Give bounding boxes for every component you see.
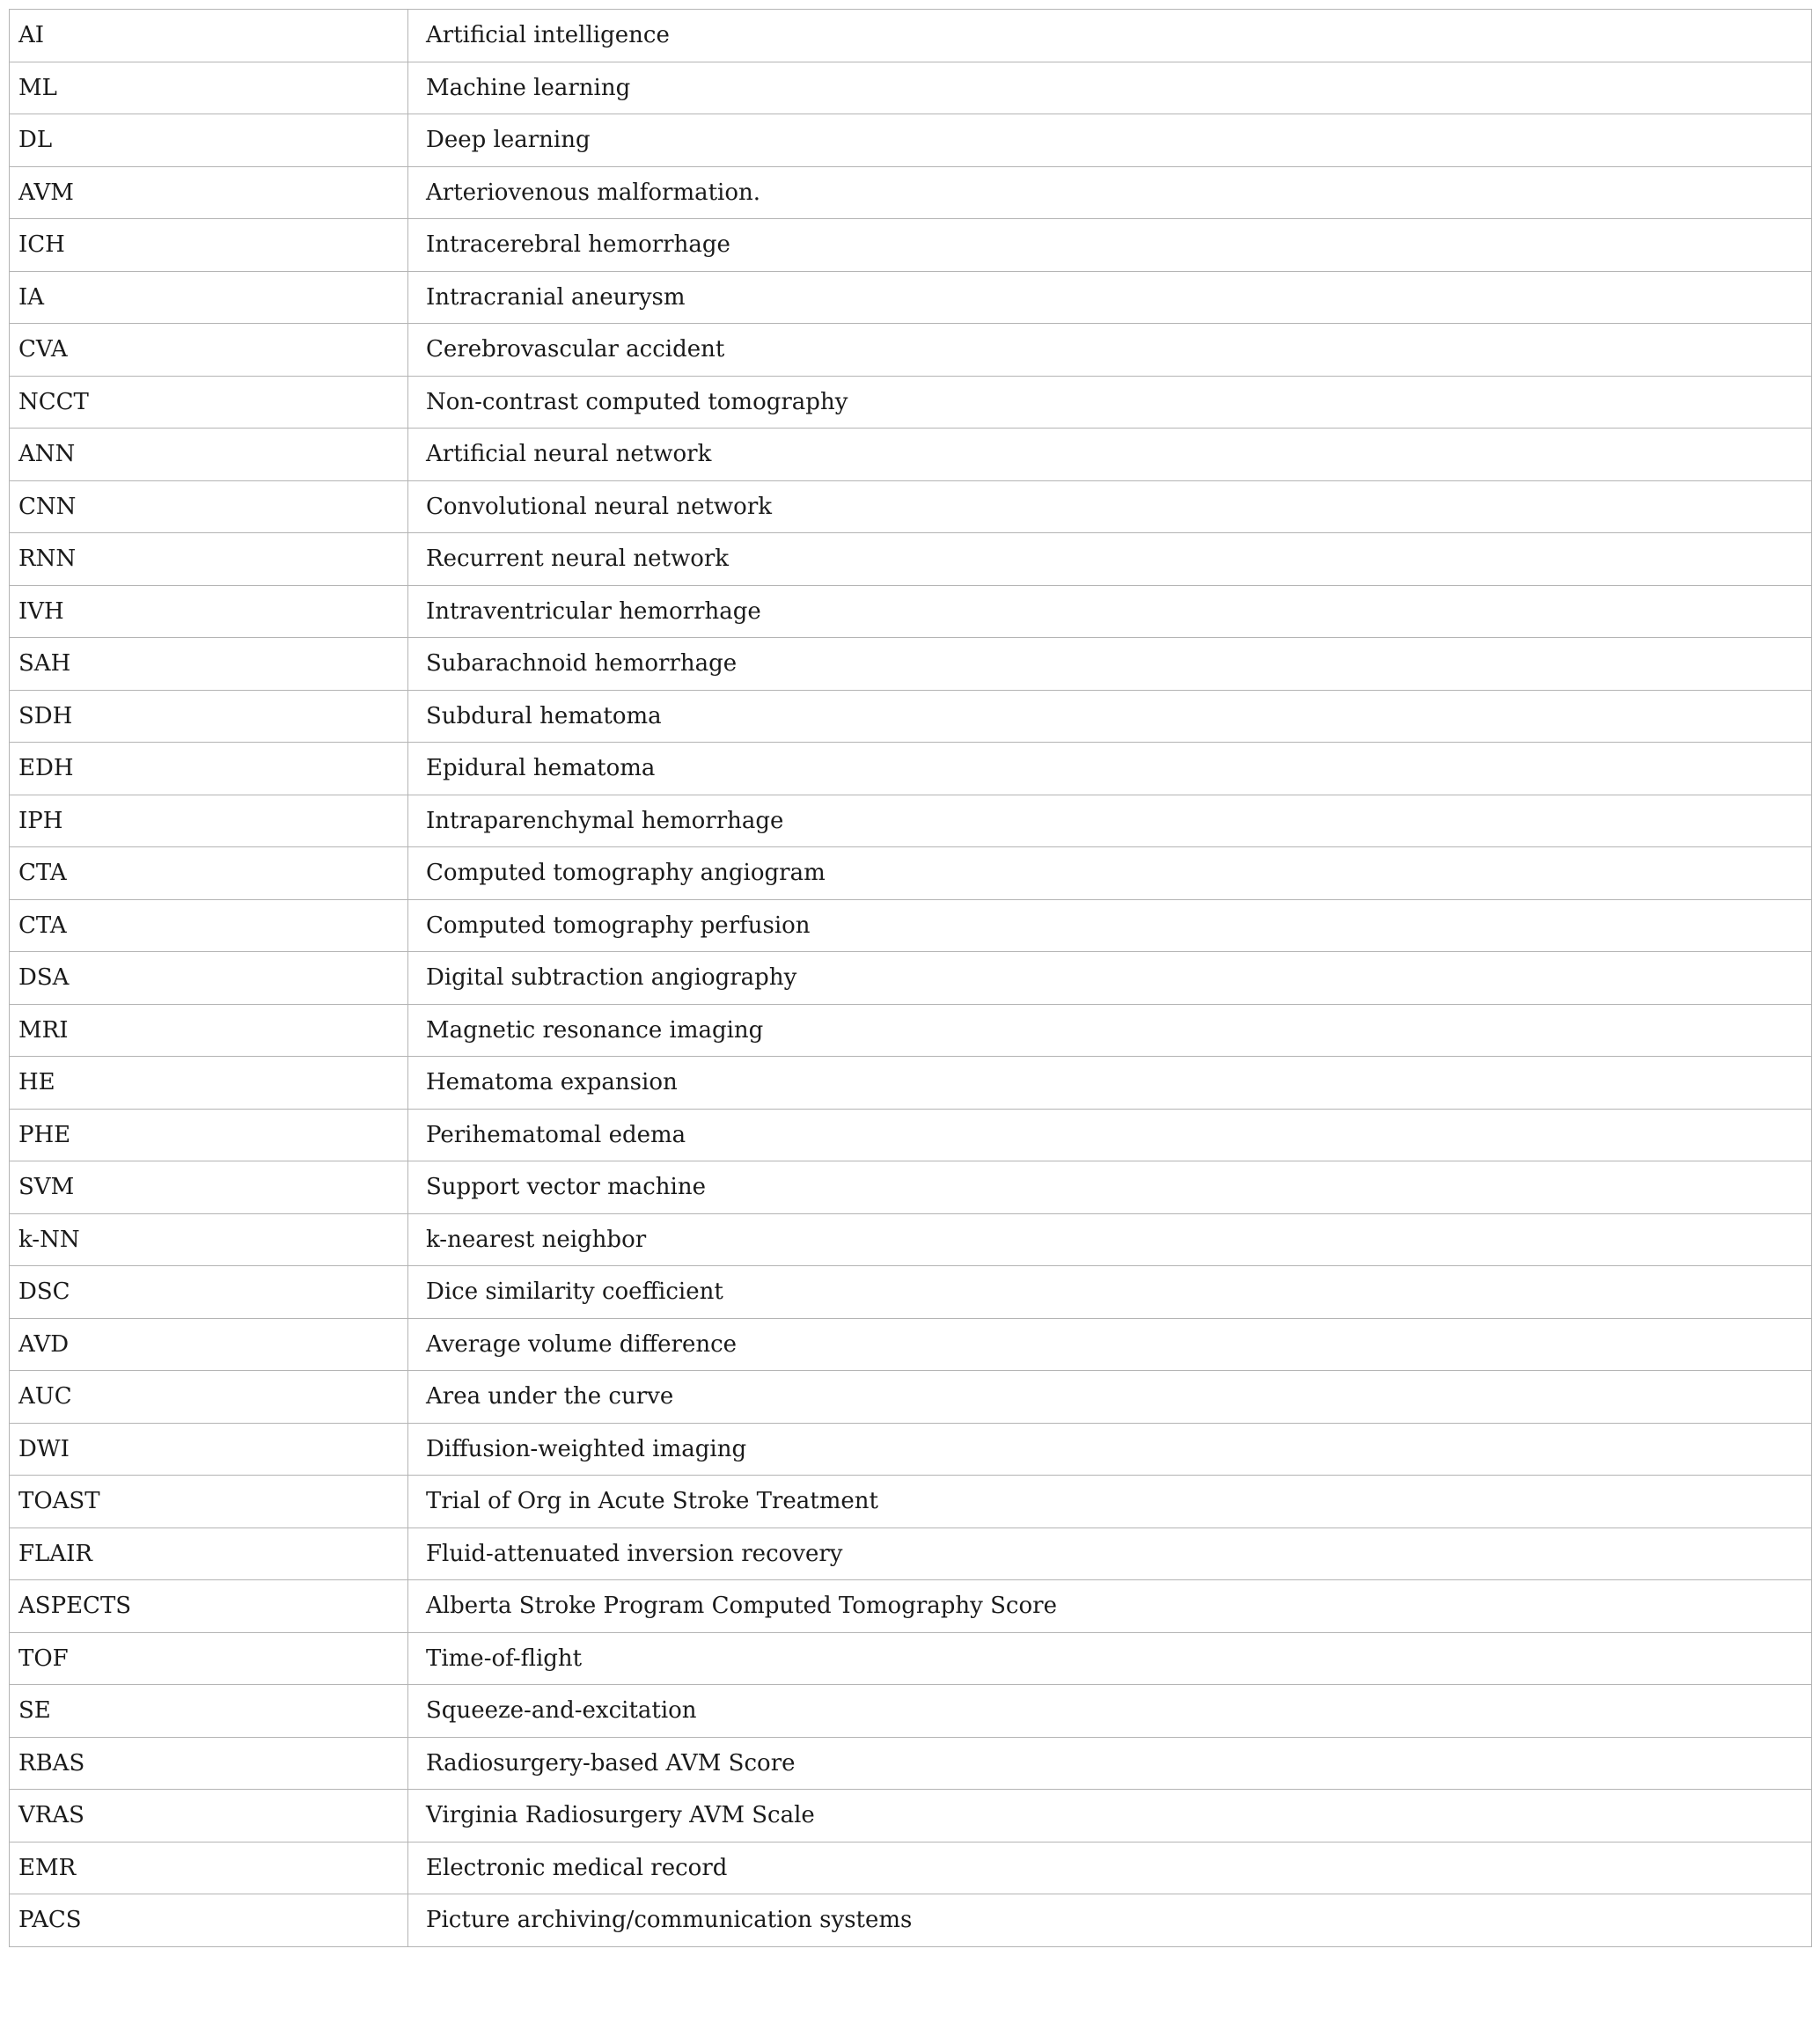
definition-cell: Squeeze-and-excitation [408,1685,1812,1738]
abbreviation-cell: TOF [10,1632,408,1685]
table-row [10,533,1812,586]
table-row [10,585,1812,638]
definition-cell: Machine learning [408,62,1812,114]
table-row [10,1371,1812,1424]
table-row [10,1632,1812,1685]
abbreviation-cell: DL [10,114,408,167]
definition-cell: Virginia Radiosurgery AVM Scale [408,1790,1812,1843]
definition-cell: Computed tomography angiogram [408,847,1812,900]
abbreviation-cell: ICH [10,219,408,272]
abbreviation-cell: VRAS [10,1790,408,1843]
definition-cell: Intraventricular hemorrhage [408,585,1812,638]
abbreviation-cell: AVD [10,1318,408,1371]
abbreviation-cell: CTA [10,899,408,952]
table-row [10,324,1812,377]
definition-cell: Support vector machine [408,1161,1812,1214]
abbreviation-cell: HE [10,1057,408,1110]
table-row [10,1004,1812,1057]
definition-cell: Arteriovenous malformation. [408,166,1812,219]
abbreviation-cell: AUC [10,1371,408,1424]
abbreviation-cell: IVH [10,585,408,638]
table-row [10,114,1812,167]
definition-cell: Perihematomal edema [408,1109,1812,1161]
table-row [10,638,1812,691]
abbreviation-cell: k-NN [10,1213,408,1266]
abbreviation-cell: AVM [10,166,408,219]
table-row [10,219,1812,272]
definition-cell: Hematoma expansion [408,1057,1812,1110]
abbreviation-cell: SAH [10,638,408,691]
definition-cell: Average volume difference [408,1318,1812,1371]
definition-cell: Artificial intelligence [408,10,1812,62]
table-row [10,10,1812,62]
abbreviation-cell: ASPECTS [10,1580,408,1633]
abbreviation-cell: AI [10,10,408,62]
abbreviation-cell: TOAST [10,1476,408,1528]
abbreviation-cell: NCCT [10,376,408,429]
definition-cell: Picture archiving/communication systems [408,1894,1812,1947]
table-row [10,1580,1812,1633]
definition-cell: Diffusion-weighted imaging [408,1423,1812,1476]
abbreviation-cell: CTA [10,847,408,900]
table-row [10,1790,1812,1843]
table-row [10,1213,1812,1266]
definition-cell: Area under the curve [408,1371,1812,1424]
table-row [10,1685,1812,1738]
abbreviation-cell: SVM [10,1161,408,1214]
abbreviation-cell: EMR [10,1842,408,1894]
table-row [10,1737,1812,1790]
abbreviation-cell: PHE [10,1109,408,1161]
definition-cell: Intracerebral hemorrhage [408,219,1812,272]
definition-cell: Fluid-attenuated inversion recovery [408,1527,1812,1580]
table-row [10,1161,1812,1214]
definition-cell: Artificial neural network [408,429,1812,481]
abbreviations-table-body [10,10,1812,1947]
abbreviation-cell: IPH [10,795,408,847]
definition-cell: Dice similarity coefficient [408,1266,1812,1319]
abbreviation-cell: CNN [10,480,408,533]
definition-cell: Radiosurgery-based AVM Score [408,1737,1812,1790]
table-row [10,1109,1812,1161]
table-row [10,1476,1812,1528]
table-row [10,376,1812,429]
definition-cell: Cerebrovascular accident [408,324,1812,377]
table-row [10,847,1812,900]
definition-cell: Trial of Org in Acute Stroke Treatment [408,1476,1812,1528]
definition-cell: Intraparenchymal hemorrhage [408,795,1812,847]
table-row [10,62,1812,114]
abbreviation-cell: IA [10,271,408,324]
definition-cell: Alberta Stroke Program Computed Tomography Score [408,1580,1812,1633]
abbreviation-cell: CVA [10,324,408,377]
table-row [10,480,1812,533]
table-row [10,1527,1812,1580]
abbreviation-cell: SDH [10,690,408,743]
definition-cell: Electronic medical record [408,1842,1812,1894]
table-row [10,271,1812,324]
abbreviation-cell: RBAS [10,1737,408,1790]
table-row [10,1266,1812,1319]
table-row [10,429,1812,481]
definition-cell: Recurrent neural network [408,533,1812,586]
definition-cell: Magnetic resonance imaging [408,1004,1812,1057]
abbreviation-cell: ML [10,62,408,114]
definition-cell: Subarachnoid hemorrhage [408,638,1812,691]
definition-cell: Non-contrast computed tomography [408,376,1812,429]
abbreviation-cell: SE [10,1685,408,1738]
definition-cell: Epidural hematoma [408,743,1812,795]
abbreviation-cell: DWI [10,1423,408,1476]
table-row [10,690,1812,743]
definition-cell: Digital subtraction angiography [408,952,1812,1005]
abbreviation-cell: ANN [10,429,408,481]
abbreviation-cell: PACS [10,1894,408,1947]
table-row [10,1842,1812,1894]
abbreviation-cell: RNN [10,533,408,586]
definition-cell: Convolutional neural network [408,480,1812,533]
definition-cell: Deep learning [408,114,1812,167]
definition-cell: Computed tomography perfusion [408,899,1812,952]
table-row [10,166,1812,219]
table-row [10,743,1812,795]
table-row [10,952,1812,1005]
abbreviation-cell: MRI [10,1004,408,1057]
abbreviation-cell: DSA [10,952,408,1005]
table-row [10,1318,1812,1371]
table-row [10,1894,1812,1947]
table-row [10,795,1812,847]
definition-cell: k-nearest neighbor [408,1213,1812,1266]
definition-cell: Time-of-flight [408,1632,1812,1685]
table-row [10,899,1812,952]
table-row [10,1057,1812,1110]
abbreviation-cell: DSC [10,1266,408,1319]
definition-cell: Intracranial aneurysm [408,271,1812,324]
definition-cell: Subdural hematoma [408,690,1812,743]
abbreviation-cell: FLAIR [10,1527,408,1580]
abbreviations-table [9,9,1812,1947]
abbreviation-cell: EDH [10,743,408,795]
table-row [10,1423,1812,1476]
